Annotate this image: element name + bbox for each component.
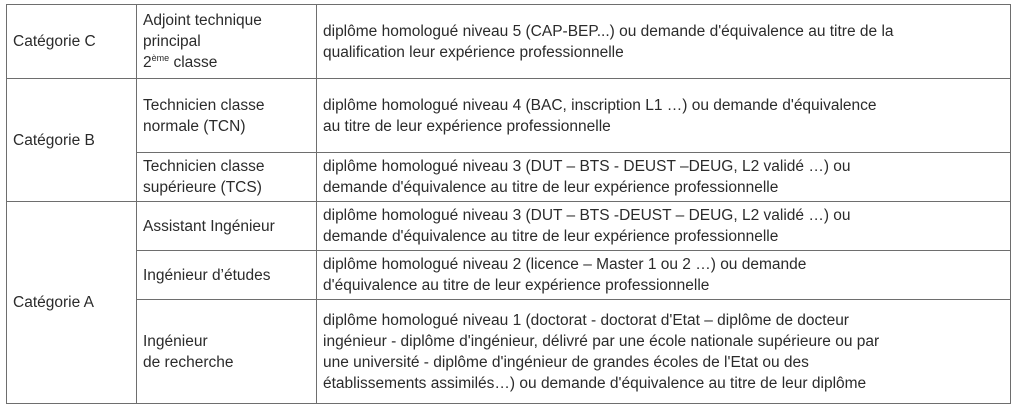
table-row: [7, 153, 1011, 202]
requirement-line: diplôme homologué niveau 3 (DUT – BTS - DEUST –DEUG, L2 validé …) ou: [323, 158, 851, 175]
requirement-line: demande d'équivalence au titre de leur expérience professionnelle: [323, 179, 779, 196]
requirement-cell: [317, 202, 1011, 251]
category-label: Catégorie A: [13, 294, 94, 311]
grade-line: normale (TCN): [143, 117, 246, 135]
requirement-line: diplôme homologué niveau 3 (DUT – BTS -DEUST – DEUG, L2 validé …) ou: [323, 207, 851, 224]
requirement-line: diplôme homologué niveau 5 (CAP-BEP...) ou demande d'équivalence au titre de la: [323, 22, 894, 40]
requirement-cell: [317, 251, 1011, 300]
requirement-line: une université - diplôme d'ingénieur de grandes écoles de l'Etat ou des: [323, 353, 809, 371]
grade-superscript: ème: [151, 53, 170, 63]
requirement-cell: [317, 153, 1011, 202]
grade-line: Assistant Ingénieur: [143, 217, 275, 235]
requirement-line: diplôme homologué niveau 2 (licence – Master 1 ou 2 …) ou demande: [323, 256, 807, 273]
category-a-cell: [7, 202, 137, 404]
grade-requirements-table: [6, 4, 1011, 404]
category-label: Catégorie B: [13, 131, 95, 149]
grade-cell: [137, 202, 317, 251]
grade-cell: [137, 251, 317, 300]
category-label: Catégorie C: [13, 33, 96, 50]
grade-line: supérieure (TCS): [143, 179, 262, 196]
table-row: [7, 202, 1011, 251]
requirement-line: demande d'équivalence au titre de leur expérience professionnelle: [323, 228, 779, 245]
grade-cell: [137, 79, 317, 153]
table-row: [7, 5, 1011, 79]
requirement-line: ingénieur - diplôme d'ingénieur, délivré par une école nationale supérieure ou par: [323, 332, 880, 350]
grade-cell: [137, 300, 317, 404]
grade-line: de recherche: [143, 353, 234, 371]
grade-line: Adjoint technique: [143, 12, 262, 29]
grade-suffix: classe: [169, 54, 218, 71]
requirement-line: diplôme homologué niveau 4 (BAC, inscription L1 …) ou demande d'équivalence: [323, 96, 877, 114]
table-row: [7, 251, 1011, 300]
requirement-line: établissements assimilés…) ou demande d'équivalence au titre de leur diplôme: [323, 374, 867, 392]
grade-line: Technicien classe: [143, 158, 265, 175]
category-b-cell: [7, 79, 137, 202]
category-c-cell: [7, 5, 137, 79]
requirement-cell: [317, 300, 1011, 404]
requirement-line: au titre de leur expérience professionnelle: [323, 117, 611, 135]
grade-number: 2: [143, 54, 152, 71]
requirement-line: qualification leur expérience professionnelle: [323, 43, 624, 61]
requirement-cell: [317, 79, 1011, 153]
requirement-cell: [317, 5, 1011, 79]
requirement-line: diplôme homologué niveau 1 (doctorat - doctorat d'Etat – diplôme de docteur: [323, 311, 849, 329]
grade-cell: [137, 5, 317, 79]
grade-line: Technicien classe: [143, 96, 265, 114]
table-row: [7, 300, 1011, 404]
grade-cell: [137, 153, 317, 202]
grade-line: Ingénieur: [143, 332, 208, 350]
requirement-line: d'équivalence au titre de leur expérience professionnelle: [323, 277, 710, 294]
table-row: [7, 79, 1011, 153]
grade-line: principal: [143, 33, 201, 50]
grade-line: [143, 52, 310, 73]
grade-line: Ingénieur d’études: [143, 266, 271, 284]
